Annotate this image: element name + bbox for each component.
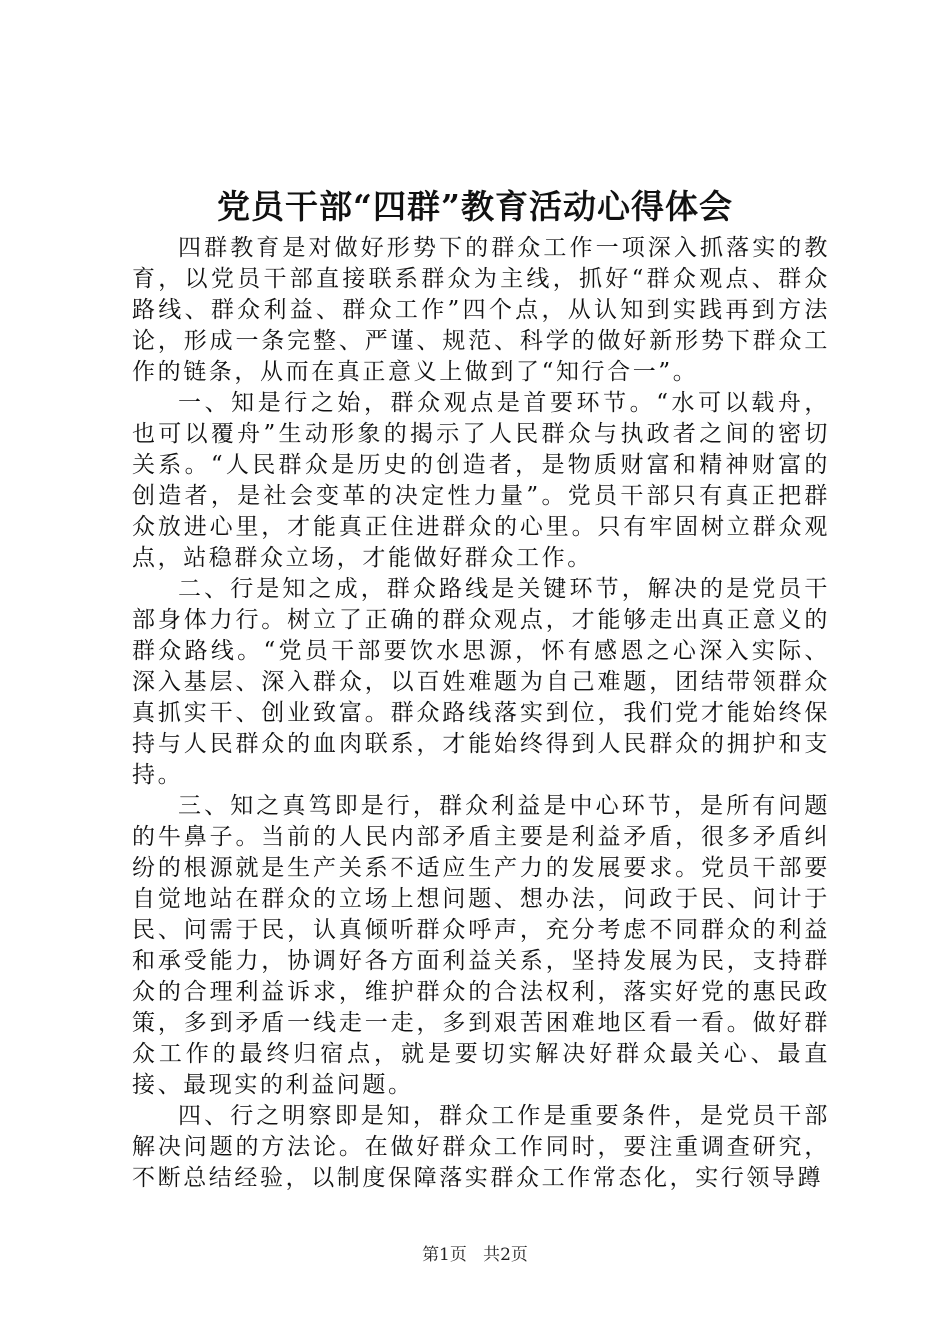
page-footer [0, 1243, 950, 1267]
paragraph-section-2: 二、行是知之成，群众路线是关键环节，解决的是党员干部身体力行。树立了正确的群众观点，才能够走出真正意义的群众路线。“党员干部要饮水思源，怀有感恩之心深入实际、深入基层、深入群众，以百姓难题为自己难题，团结带领群众真抓实干、创业致富。群众路线落实到位，我们党才能始终保持与人民群众的血肉联系，才能始终得到人民群众的拥护和支持。 [132, 576, 830, 788]
document-title: 党员干部“四群”教育活动心得体会 [217, 187, 733, 226]
document-body [132, 233, 830, 1194]
paragraph-section-4: 四、行之明察即是知，群众工作是重要条件，是党员干部解决问题的方法论。在做好群众工作同时，要注重调查研究，不断总结经验，以制度保障落实群众工作常态化，实行领导蹲 [132, 1103, 830, 1191]
page-total: 共2页 [483, 1245, 528, 1265]
paragraph-section-3: 三、知之真笃即是行，群众利益是中心环节，是所有问题的牛鼻子。当前的人民内部矛盾主要是利益矛盾，很多矛盾纠纷的根源就是生产关系不适应生产力的发展要求。党员干部要自觉地站在群众的立场上想问题、想办法，问政于民、问计于民、问需于民，认真倾听群众呼声，充分考虑不同群众的利益和承受能力，协调好各方面利益关系，坚持发展为民，支持群众的合理利益诉求，维护群众的合法权利，落实好党的惠民政策，多到矛盾一线走一走，多到艰苦困难地区看一看。做好群众工作的最终归宿点，就是要切实解决好群众最关心、最直接、最现实的利益问题。 [132, 793, 830, 1098]
page-number: 第1页 [422, 1245, 467, 1265]
paragraph-section-1: 一、知是行之始，群众观点是首要环节。“水可以载舟，也可以覆舟”生动形象的揭示了人民群众与执政者之间的密切关系。“人民群众是历史的创造者，是物质财富和精神财富的创造者，是社会变革的决定性力量”。党员干部只有真正把群众放进心里，才能真正住进群众的心里。只有牢固树立群众观点，站稳群众立场，才能做好群众工作。 [132, 390, 830, 571]
paragraph-intro: 四群教育是对做好形势下的群众工作一项深入抓落实的教育，以党员干部直接联系群众为主线，抓好“群众观点、群众路线、群众利益、群众工作”四个点，从认知到实践再到方法论，形成一条完整、严谨、规范、科学的做好新形势下群众工作的链条，从而在真正意义上做到了“知行合一”。 [132, 235, 830, 385]
